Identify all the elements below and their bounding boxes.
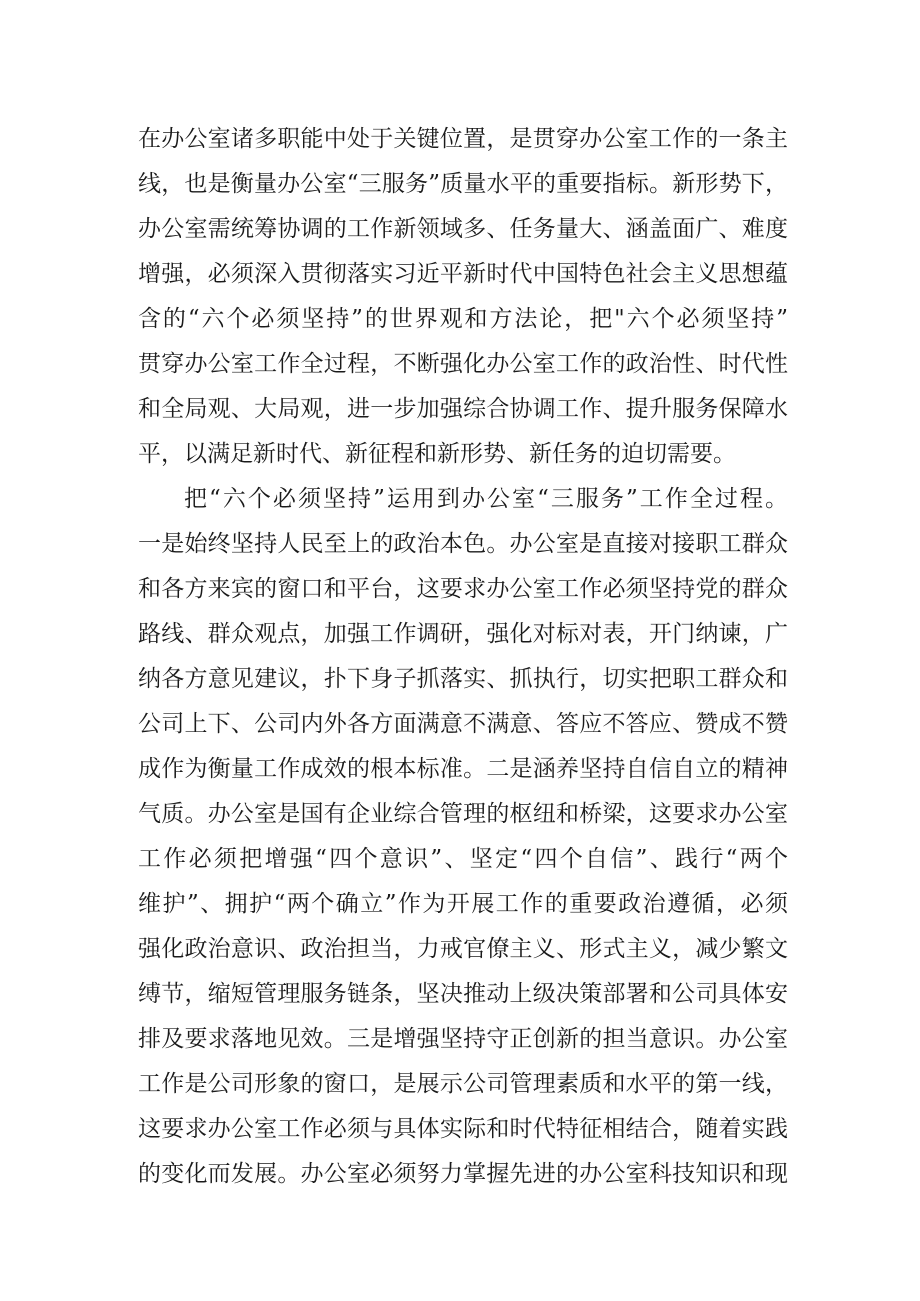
paragraph-first-line: 把“六个必须坚持”运用到办公室“三服务”工作全过程。 xyxy=(184,486,788,512)
text-line: 这要求办公室工作必须与具体实际和时代特征相结合，随着实践 xyxy=(138,1116,788,1142)
text-line: 的变化而发展。办公室必须努力掌握先进的办公室科技知识和现 xyxy=(138,1161,788,1187)
text-line: 气质。办公室是国有企业综合管理的枢纽和桥梁，这要求办公室 xyxy=(138,801,788,827)
text-line: 和各方来宾的窗口和平台，这要求办公室工作必须坚持党的群众 xyxy=(138,576,788,602)
text-line: 强化政治意识、政治担当，力戒官僚主义、形式主义，减少繁文 xyxy=(138,936,788,962)
text-line: 公司上下、公司内外各方面满意不满意、答应不答应、赞成不赞 xyxy=(138,711,788,737)
text-line: 一是始终坚持人民至上的政治本色。办公室是直接对接职工群众 xyxy=(138,531,788,557)
text-line: 纳各方意见建议，扑下身子抓落实、抓执行，切实把职工群众和 xyxy=(138,666,788,692)
text-line: 含的“六个必须坚持”的世界观和方法论，把"六个必须坚持” xyxy=(138,306,788,332)
text-line: 缚节，缩短管理服务链条，坚决推动上级决策部署和公司具体安 xyxy=(138,981,788,1007)
text-line: 维护”、拥护“两个确立”作为开展工作的重要政治遵循，必须 xyxy=(138,891,788,917)
text-line: 和全局观、大局观，进一步加强综合协调工作、提升服务保障水 xyxy=(138,396,788,422)
text-line: 增强，必须深入贯彻落实习近平新时代中国特色社会主义思想蕴 xyxy=(138,261,788,287)
text-line: 贯穿办公室工作全过程，不断强化办公室工作的政治性、时代性 xyxy=(138,351,788,377)
text-line: 路线、群众观点，加强工作调研，强化对标对表，开门纳谏，广 xyxy=(138,621,788,647)
text-line: 线，也是衡量办公室“三服务”质量水平的重要指标。新形势下， xyxy=(138,171,788,197)
body-text xyxy=(138,117,788,1197)
text-line: 成作为衡量工作成效的根本标准。二是涵养坚持自信自立的精神 xyxy=(138,756,788,782)
text-line: 在办公室诸多职能中处于关键位置，是贯穿办公室工作的一条主 xyxy=(138,126,788,152)
text-line: 办公室需统筹协调的工作新领域多、任务量大、涵盖面广、难度 xyxy=(138,216,788,242)
paragraph-end-line: 平，以满足新时代、新征程和新形势、新任务的迫切需要。 xyxy=(138,441,736,467)
text-line: 工作是公司形象的窗口，是展示公司管理素质和水平的第一线， xyxy=(138,1071,788,1097)
text-line: 排及要求落地见效。三是增强坚持守正创新的担当意识。办公室 xyxy=(138,1026,788,1052)
text-line: 工作必须把增强“四个意识”、坚定“四个自信”、践行“两个 xyxy=(138,846,788,872)
